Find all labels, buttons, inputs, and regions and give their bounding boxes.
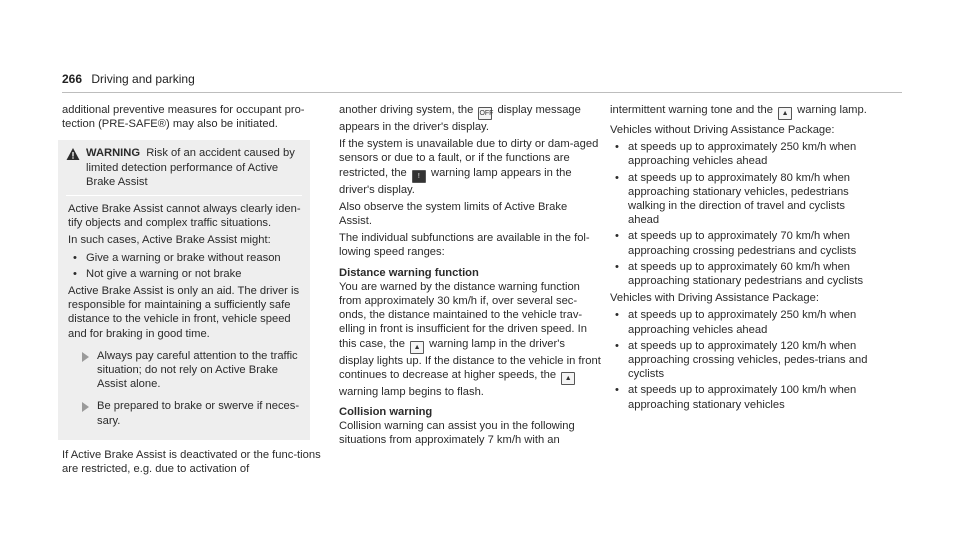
column-left — [62, 103, 322, 479]
warning-bullet-list — [68, 251, 302, 281]
warning-title: Risk of an accident caused by limited detection performance of Active Brake Assist — [86, 147, 295, 188]
paragraph: Also observe the system limits of Active Brake Assist. — [339, 200, 568, 228]
distance-warning-lamp-icon: ▲ — [410, 341, 424, 354]
warning-header — [66, 146, 302, 196]
column-right — [610, 103, 870, 415]
list-item: • at speeds up to approximately 250 km/h when approaching vehicles ahead — [610, 308, 870, 336]
tip-text: Always pay careful attention to the traffic situation; do not rely on Active Brake Assist alone. — [97, 349, 298, 391]
speed-list-without-package — [610, 140, 870, 288]
list-item: • Give a warning or brake without reason — [68, 251, 302, 265]
warning-paragraph-2: In such cases, Active Brake Assist might: — [68, 234, 271, 247]
subheading-with-package: Vehicles with Driving Assistance Package: — [610, 292, 819, 305]
outro-paragraph: If Active Brake Assist is deactivated or the func-tions are restricted, e.g. due to activation of — [62, 448, 321, 476]
distance-warning-lamp-icon: ▲ — [561, 372, 575, 385]
warning-box — [58, 140, 310, 439]
abs-off-display-icon: OFF — [478, 107, 492, 120]
tip-item — [68, 349, 302, 392]
list-item: • at speeds up to approximately 100 km/h when approaching stationary vehicles — [610, 383, 870, 411]
warning-triangle-icon — [66, 147, 80, 161]
header-rule — [62, 92, 902, 93]
subheading-distance-warning: Distance warning function — [339, 266, 479, 279]
paragraph: The individual subfunctions are available in the fol-lowing speed ranges: — [339, 232, 590, 259]
subheading-without-package: Vehicles without Driving Assistance Package: — [610, 124, 835, 136]
page-number: 266 — [62, 72, 83, 86]
list-item: • at speeds up to approximately 120 km/h when approaching crossing vehicles, pedes-trians and cyclists — [610, 339, 870, 382]
tip-arrow-icon — [82, 352, 89, 362]
tip-item — [68, 399, 302, 427]
speed-list-with-package — [610, 308, 870, 411]
list-item: • at speeds up to approximately 250 km/h when approaching vehicles ahead — [610, 140, 870, 168]
tip-arrow-icon — [82, 402, 89, 412]
paragraph: Collision warning can assist you in the following situations from approximately 7 km/h with an — [339, 420, 575, 447]
tip-text: Be prepared to brake or swerve if neces-sary. — [97, 400, 300, 427]
section-title: Driving and parking — [91, 72, 195, 86]
list-item: • at speeds up to approximately 70 km/h when approaching crossing pedestrians and cyclists — [610, 229, 870, 257]
list-item: • Not give a warning or not brake — [68, 267, 302, 281]
paragraph: another driving system, the OFF display message appears in the driver's display. — [339, 104, 581, 133]
list-item: • at speeds up to approximately 80 km/h when approaching stationary vehicles, pedestrians walking in the direction of travel and cyclists ahead — [610, 171, 870, 228]
paragraph: If the system is unavailable due to dirty or dam-aged sensors or due to a fault, or if the functions are restricted, the ! warning lamp appears in the driver's display. — [339, 138, 599, 196]
column-middle — [339, 103, 601, 451]
warning-paragraph-1: Active Brake Assist cannot always clearly iden-tify objects and complex traffic situations. — [68, 203, 301, 230]
warning-paragraph-3: Active Brake Assist is only an aid. The driver is responsible for maintaining a sufficiently safe distance to the vehicle in front, vehicle speed and for braking in good time. — [68, 285, 300, 340]
subheading-collision-warning: Collision warning — [339, 406, 433, 419]
warning-label: WARNING — [86, 147, 141, 160]
intro-paragraph: additional preventive measures for occupant pro-tection (PRE-SAFE®) may also be initiated. — [62, 104, 305, 131]
list-item: • at speeds up to approximately 60 km/h when approaching stationary pedestrians and cyclists — [610, 260, 870, 288]
paragraph: intermittent warning tone and the ▲ warning lamp. — [610, 103, 870, 120]
distance-warning-lamp-icon: ▲ — [778, 107, 792, 120]
brake-assist-warning-lamp-icon: ! — [412, 170, 426, 183]
paragraph: You are warned by the distance warning function from approximately 30 km/h if, over several sec-onds, the distance maintained to the vehicle trav-elling in front is insufficient for the driven speed. In this case, the ▲ warning lamp in the driver's display lights up. If the distance to the vehicle in front continues to decrease at higher speeds, the ▲ warning lamp begins to flash. — [339, 280, 601, 398]
page-header — [62, 72, 195, 86]
